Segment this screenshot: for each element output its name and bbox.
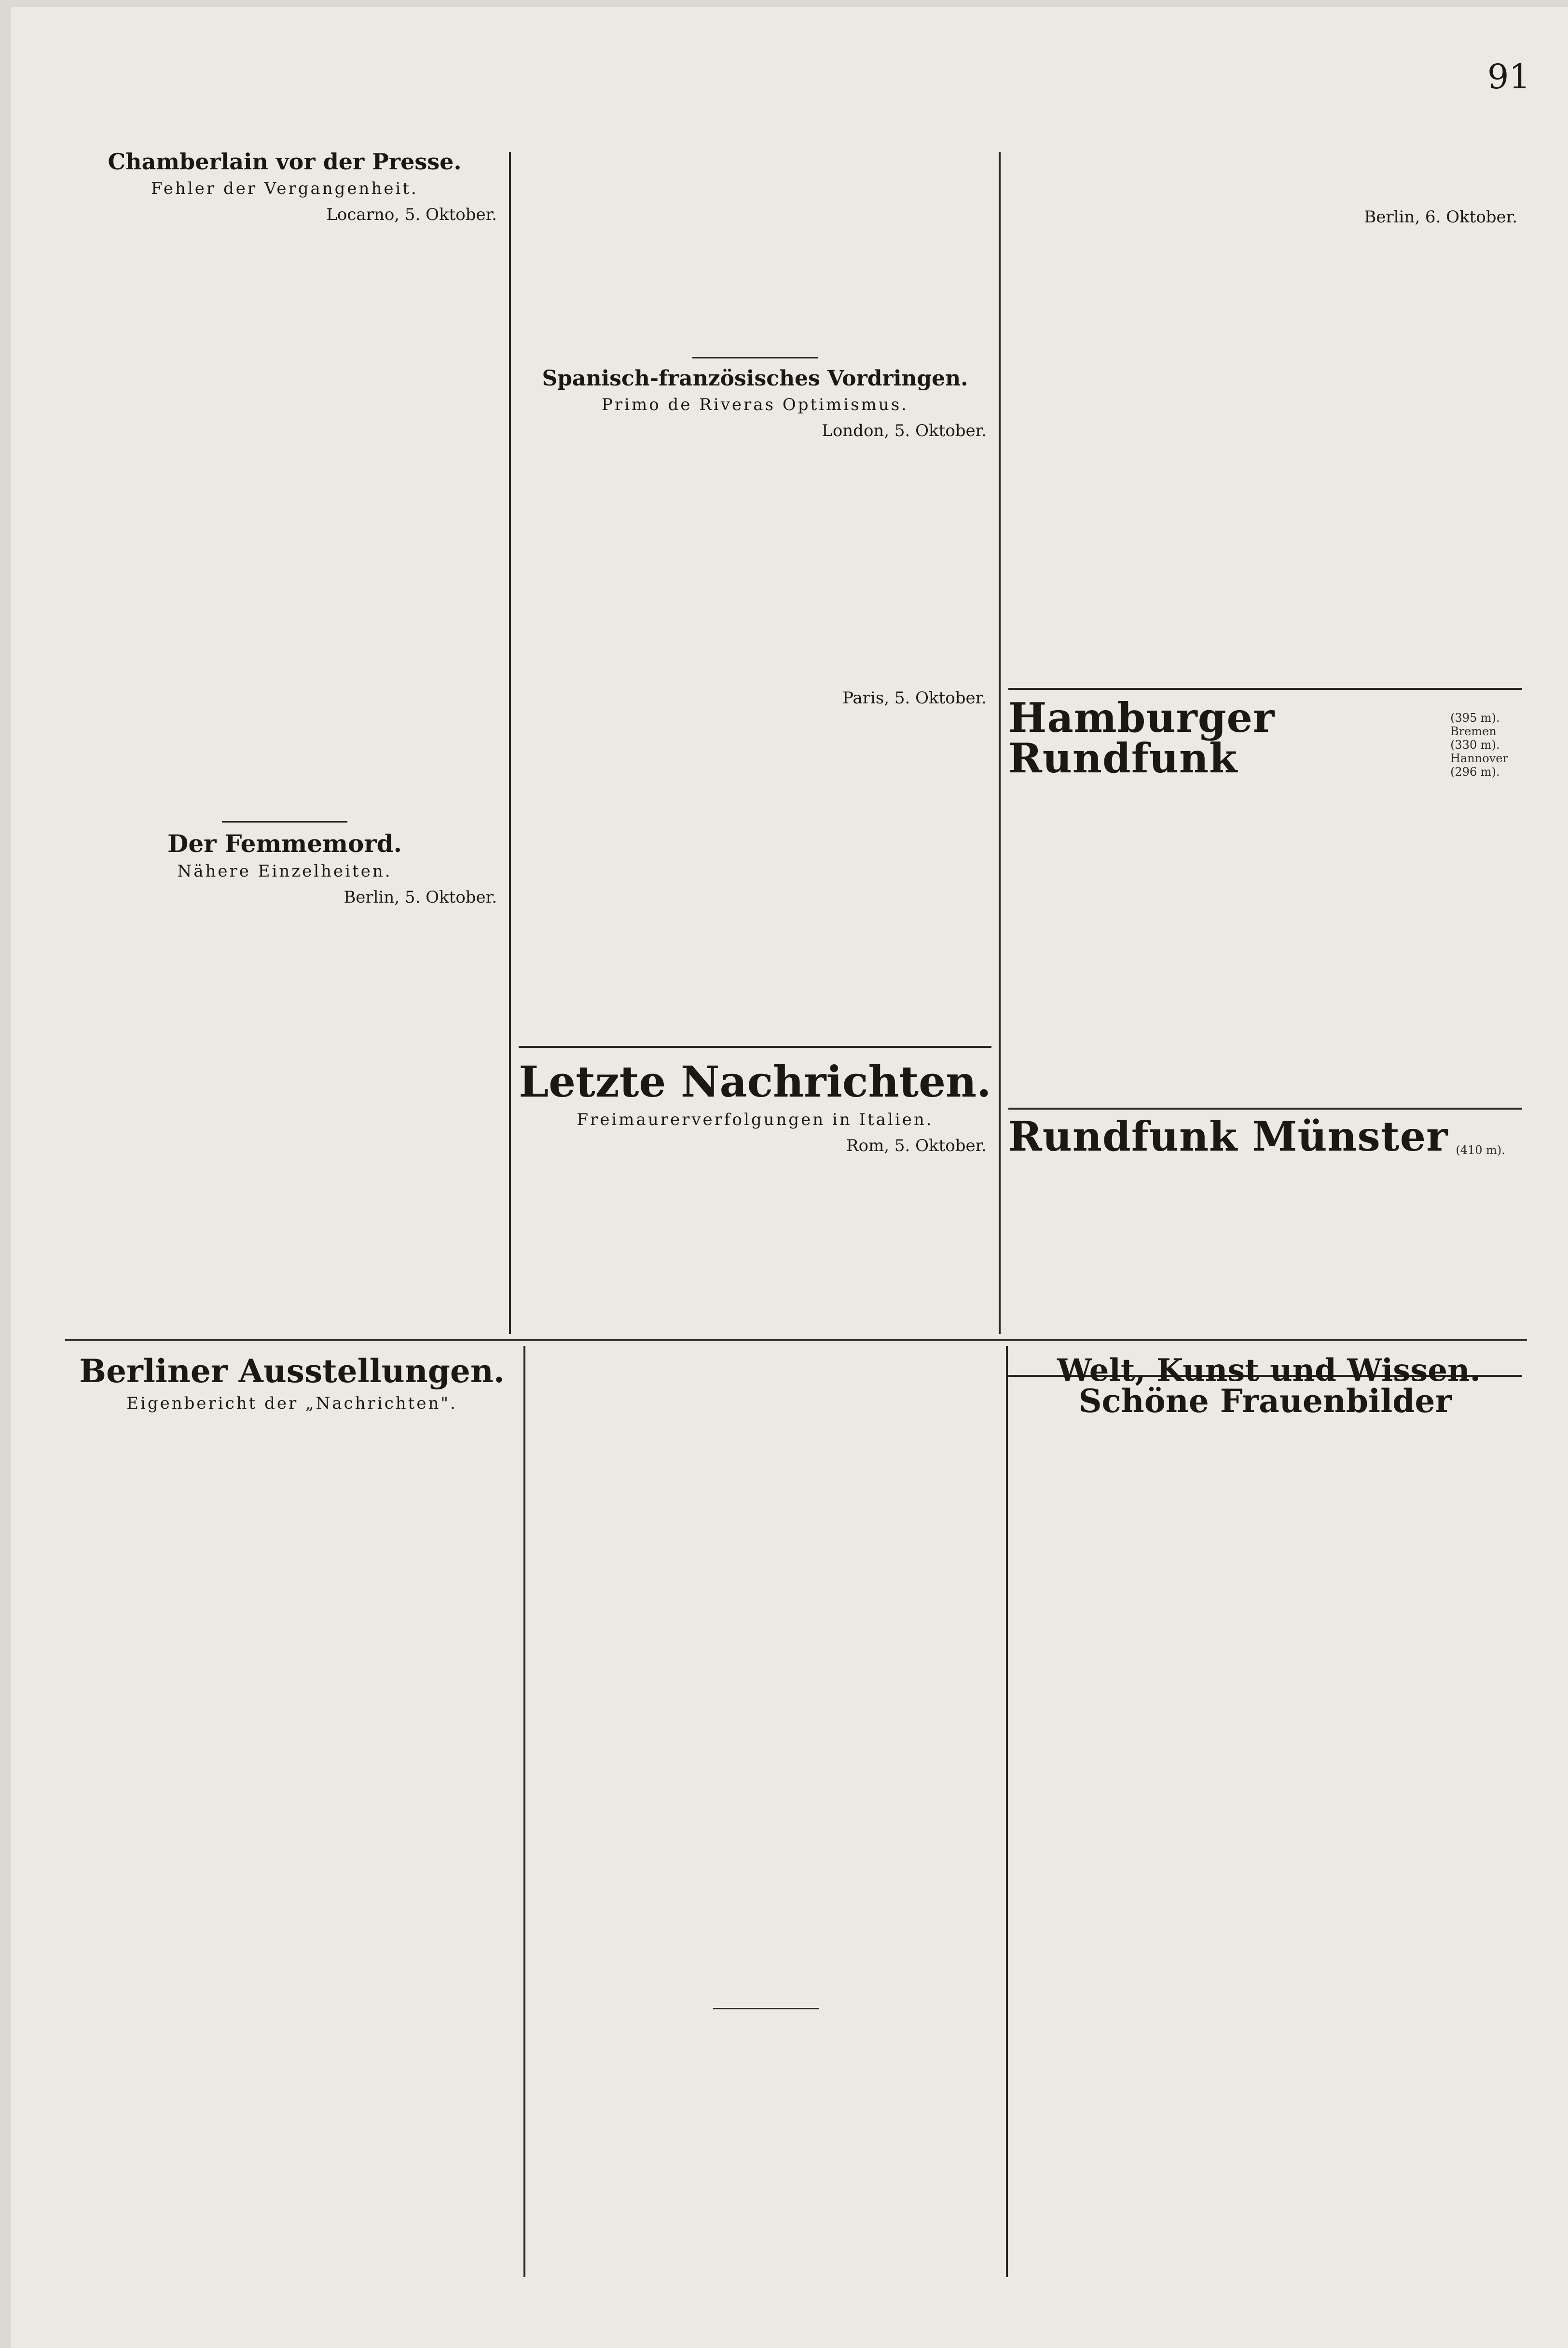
article-body bbox=[1008, 233, 1522, 682]
dateline: London, 5. Oktober. bbox=[822, 421, 987, 441]
article-body bbox=[68, 1420, 516, 2274]
column-rule bbox=[1006, 1346, 1008, 2277]
dateline: Rom, 5. Oktober. bbox=[846, 1136, 987, 1156]
article-body bbox=[519, 714, 991, 1040]
article-body bbox=[68, 231, 502, 817]
radio-frequencies: (410 m). bbox=[1456, 1143, 1505, 1157]
headline: Chamberlain vor der Presse. bbox=[108, 149, 462, 175]
radio-muenster bbox=[1008, 1112, 1522, 1371]
column-rule bbox=[999, 152, 1001, 1334]
dateline: Berlin, 5. Oktober. bbox=[344, 887, 497, 907]
ad-title: Schöne Frauenbilder bbox=[1078, 1382, 1452, 1420]
article-body-continued bbox=[519, 145, 991, 357]
column-2 bbox=[519, 145, 991, 1399]
dateline: Paris, 5. Oktober. bbox=[842, 688, 987, 708]
column-1-lower bbox=[68, 1351, 516, 2274]
dateline: Berlin, 6. Oktober. bbox=[1364, 207, 1517, 227]
headline: Letzte Nachrichten. bbox=[519, 1057, 991, 1107]
article-chamberlain bbox=[68, 150, 502, 817]
headline: Spanisch-französisches Vordringen. bbox=[542, 366, 968, 391]
subheadline: Primo de Riveras Optimismus. bbox=[602, 395, 908, 415]
column-2-lower bbox=[533, 1351, 999, 2232]
article-spanish-french bbox=[519, 367, 991, 1040]
radio-hamburg bbox=[1008, 694, 1522, 1104]
article-divider bbox=[222, 821, 347, 823]
article-body bbox=[519, 447, 991, 688]
article-body-continued bbox=[1008, 145, 1522, 207]
column-3 bbox=[1008, 145, 1522, 1552]
column-3-lower bbox=[1016, 1351, 1522, 2263]
subheadline: Eigenbericht der „Nachrichten". bbox=[126, 1393, 457, 1413]
article-body bbox=[1016, 1394, 1522, 2263]
article-body-continued bbox=[533, 1351, 999, 2002]
article-body bbox=[533, 2020, 999, 2232]
subheadline: Fehler der Vergangenheit. bbox=[151, 179, 418, 198]
radio-program bbox=[1008, 785, 1522, 1104]
article-divider bbox=[692, 357, 818, 358]
radio-station-title: Hamburger Rundfunk bbox=[1008, 694, 1275, 782]
subheadline: Freimaurerverfolgungen in Italien. bbox=[577, 1110, 934, 1130]
page-number: 91 bbox=[1487, 57, 1530, 96]
radio-station-title: Rundfunk Münster bbox=[1008, 1112, 1448, 1160]
column-rule bbox=[509, 152, 511, 1334]
article-divider bbox=[713, 2008, 819, 2009]
headline: Welt, Kunst und Wissen. bbox=[1057, 1352, 1481, 1388]
subheadline: Nähere Einzelheiten. bbox=[177, 861, 392, 881]
article-letzte-nachrichten bbox=[519, 1058, 991, 1399]
column-rule bbox=[523, 1346, 525, 2277]
section-divider bbox=[1008, 688, 1522, 690]
radio-program bbox=[1008, 1164, 1522, 1371]
headline: Berliner Ausstellungen. bbox=[79, 1352, 505, 1390]
section-divider bbox=[1008, 1108, 1522, 1110]
dateline: Locarno, 5. Oktober. bbox=[326, 205, 497, 224]
headline: Der Femmemord. bbox=[167, 829, 402, 858]
section-divider bbox=[519, 1046, 991, 1048]
radio-frequencies: (395 m). Bremen (330 m). Hannover (296 m). bbox=[1450, 711, 1508, 779]
